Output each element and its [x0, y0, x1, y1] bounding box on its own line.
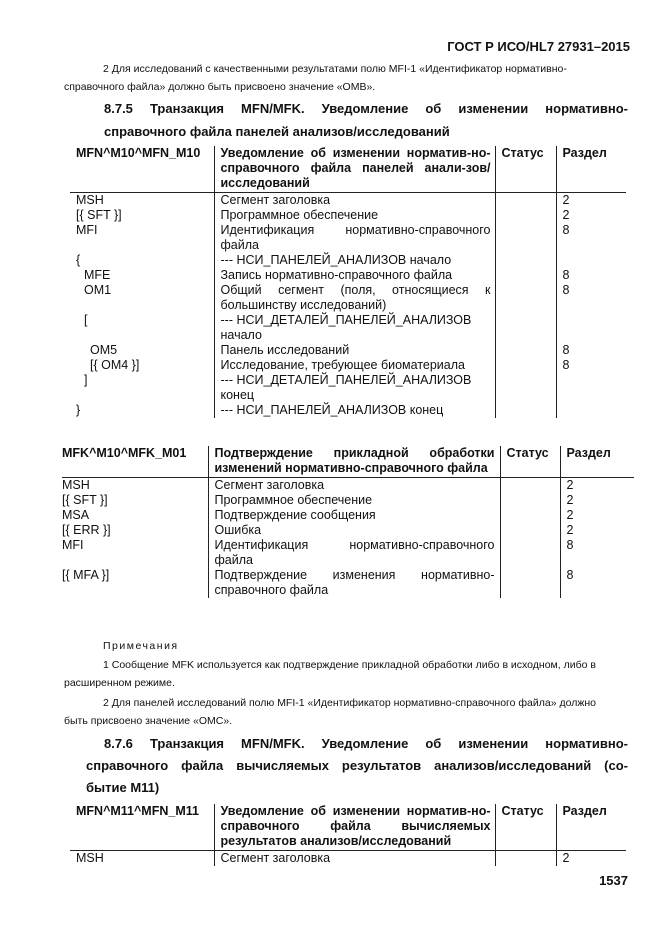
- note2-line1: 2 Для панелей исследований полю MFI-1 «Идентификатор нормативно-справочного файла» должно: [103, 697, 597, 709]
- col-header-message: MFN^M10^MFN_M10: [76, 146, 201, 160]
- note1-line1: 1 Сообщение MFK используется как подтверждение прикладной обработки либо в исходном, либо в: [103, 659, 596, 671]
- section-876-title-line2: справочного файла вычисляемых результатов анализов/исследований (со-: [86, 758, 628, 773]
- col-header-status: Статус: [495, 146, 556, 193]
- col-header-description: Уведомление об изменении норматив-но-справочного файла панелей анали-зов/исследований: [214, 146, 495, 193]
- table-row: [{ OM4 }] Исследование, требующее биоматериала 8: [70, 358, 626, 373]
- table-row: MSH Сегмент заголовка 2: [70, 193, 626, 209]
- table-row: MSH Сегмент заголовка 2: [70, 851, 626, 867]
- top-note-line1: 2 Для исследований с качественными результатами полю MFI-1 «Идентификатор нормативно-: [103, 63, 567, 75]
- table-row: MSA Подтверждение сообщения 2: [62, 508, 634, 523]
- table-row: MFE Запись нормативно-справочного файла 8: [70, 268, 626, 283]
- col-header-status: Статус: [495, 804, 556, 851]
- section-875-title-line1: 8.7.5 Транзакция MFN/MFK. Уведомление об изменении нормативно-: [104, 101, 628, 116]
- table-mfn-m11: [70, 804, 626, 866]
- table-mfk-m10: [62, 446, 634, 598]
- section-875-title-line2: справочного файла панелей анализов/исследований: [104, 124, 450, 139]
- col-header-status: Статус: [500, 446, 560, 478]
- col-header-section: Раздел: [556, 146, 626, 193]
- note1-line2: расширенном режиме.: [64, 677, 175, 689]
- table-row: OM1 Общий сегмент (поля, относящиеся к большинству исследований) 8: [70, 283, 626, 313]
- standard-header: ГОСТ Р ИСО/HL7 27931–2015: [447, 39, 630, 54]
- table-row: [{ SFT }] Программное обеспечение 2: [70, 208, 626, 223]
- table-row: ] --- НСИ_ДЕТАЛЕЙ_ПАНЕЛЕЙ_АНАЛИЗОВ конец: [70, 373, 626, 403]
- table-row: } --- НСИ_ПАНЕЛЕЙ_АНАЛИЗОВ конец: [70, 403, 626, 418]
- table-row: [{ SFT }] Программное обеспечение 2: [62, 493, 634, 508]
- col-header-section: Раздел: [560, 446, 634, 478]
- table-row: { --- НСИ_ПАНЕЛЕЙ_АНАЛИЗОВ начало: [70, 253, 626, 268]
- table-row: [{ MFA }] Подтверждение изменения нормативно-справочного файла 8: [62, 568, 634, 598]
- top-note-line2: справочного файла» должно быть присвоено значение «OMB».: [64, 81, 376, 93]
- col-header-description: Подтверждение прикладной обработки изменений нормативно-справочного файла: [208, 446, 500, 478]
- notes-heading: Примечания: [103, 640, 179, 652]
- table-mfn-m10: [70, 146, 626, 418]
- table-row: [ --- НСИ_ДЕТАЛЕЙ_ПАНЕЛЕЙ_АНАЛИЗОВ начало: [70, 313, 626, 343]
- col-header-message: MFN^M11^MFN_M11: [76, 804, 199, 818]
- col-header-message: MFK^M10^MFK_M01: [62, 446, 187, 460]
- table-header-row: [70, 146, 626, 193]
- section-876-title-line3: бытие M11): [86, 780, 160, 795]
- page-number: 1537: [599, 873, 628, 888]
- table-row: MSH Сегмент заголовка 2: [62, 478, 634, 494]
- col-header-description: Уведомление об изменении норматив-но-справочного файла вычисляемых результатов анализов/исследований: [214, 804, 495, 851]
- col-header-section: Раздел: [556, 804, 626, 851]
- table-row: MFI Идентификация нормативно-справочного файла 8: [62, 538, 634, 568]
- table-header-row: [70, 804, 626, 851]
- table-row: OM5 Панель исследований 8: [70, 343, 626, 358]
- note2-line2: быть присвоено значение «OMC».: [64, 715, 233, 727]
- section-876-title-line1: 8.7.6 Транзакция MFN/MFK. Уведомление об изменении нормативно-: [104, 736, 628, 751]
- table-row: MFI Идентификация нормативно-справочного файла 8: [70, 223, 626, 253]
- table-row: [{ ERR }] Ошибка 2: [62, 523, 634, 538]
- table-header-row: [62, 446, 634, 478]
